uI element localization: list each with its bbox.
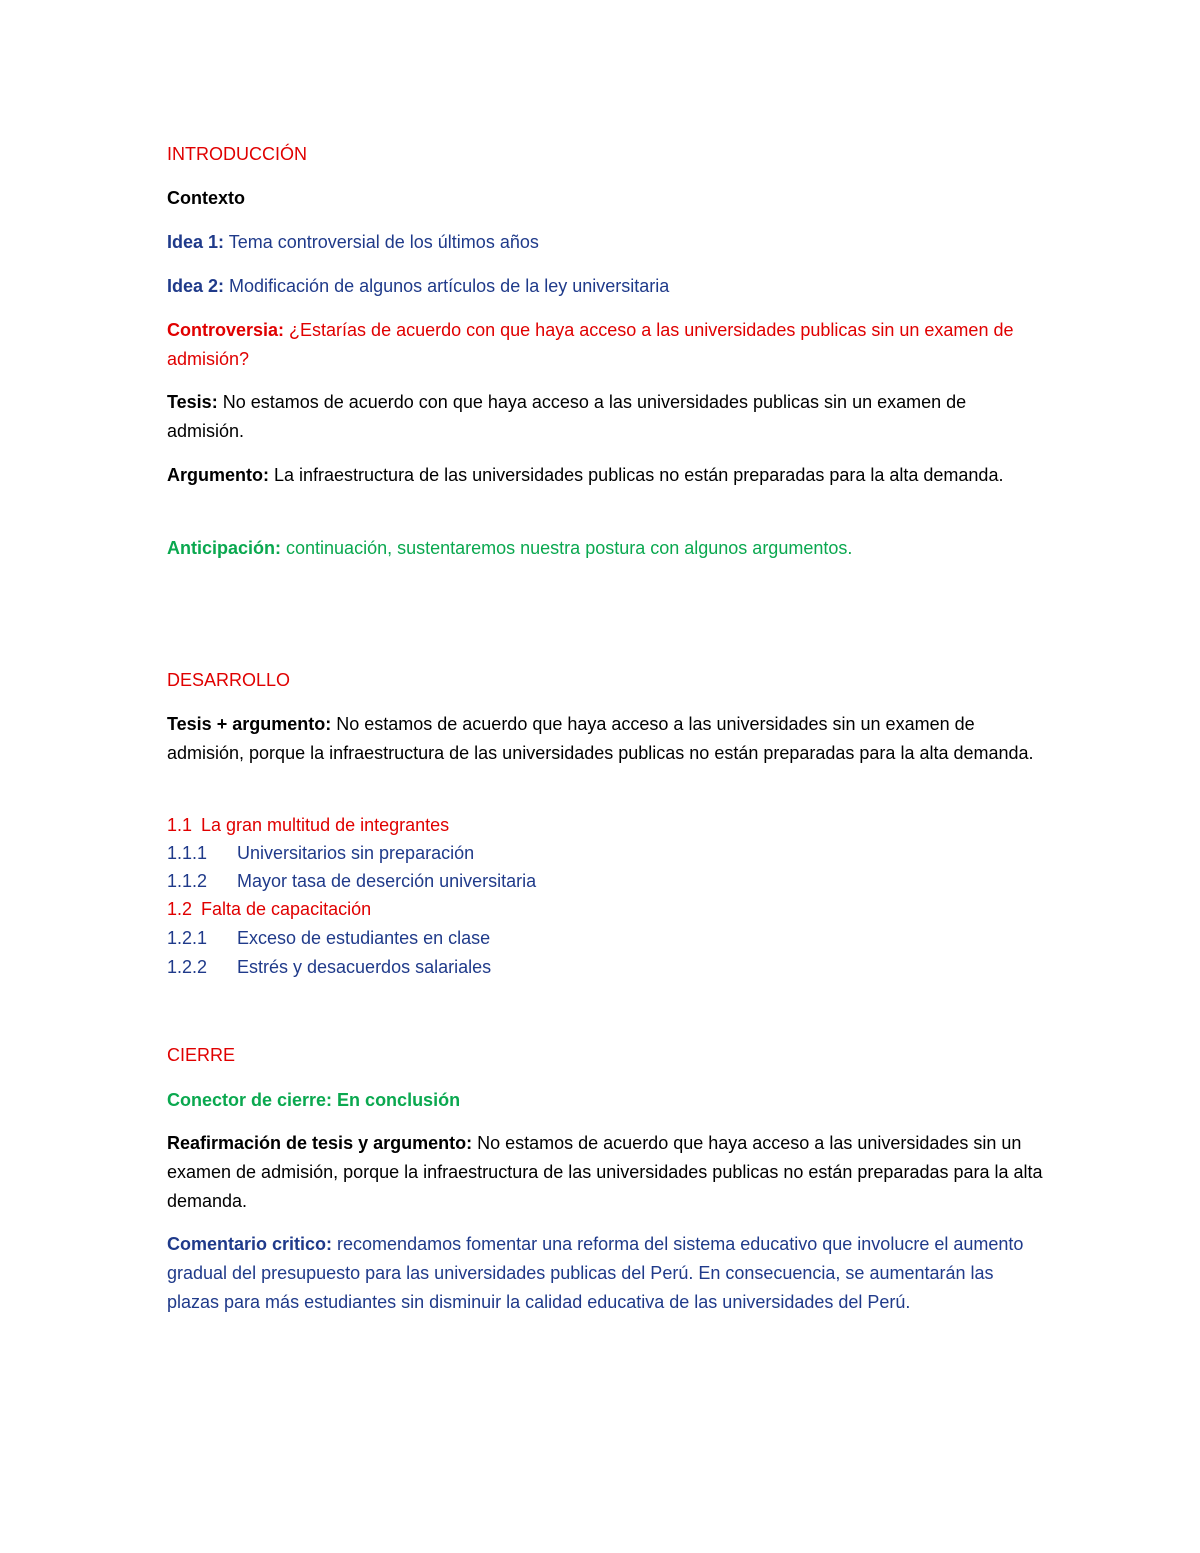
argument-text: La infraestructura de las universidades publicas no están preparadas para la alta demanda. bbox=[269, 465, 1004, 485]
outline-text: Falta de capacitación bbox=[201, 899, 372, 919]
outline-text: Universitarios sin preparación bbox=[237, 843, 475, 863]
thesis-argument-text: No estamos de acuerdo que haya acceso a las universidades sin un examen de admisión, porque la infraestructura de las universidades publicas no están preparadas para la alta demanda. bbox=[167, 714, 1034, 763]
outline-text: La gran multitud de integrantes bbox=[201, 815, 450, 835]
controversy-text: ¿Estarías de acuerdo con que haya acceso a las universidades publicas sin un examen de admisión? bbox=[167, 320, 1014, 369]
outline-text: Estrés y desacuerdos salariales bbox=[237, 957, 492, 977]
anticipation-text: continuación, sustentaremos nuestra postura con algunos argumentos. bbox=[281, 538, 853, 558]
idea-2 bbox=[167, 272, 1047, 301]
outline-text: Mayor tasa de deserción universitaria bbox=[237, 871, 537, 891]
controversy bbox=[167, 316, 1047, 374]
outline-text: Exceso de estudiantes en clase bbox=[237, 928, 491, 948]
intro-heading: INTRODUCCIÓN bbox=[167, 144, 307, 164]
closing-heading: CIERRE bbox=[167, 1045, 236, 1065]
context-label bbox=[167, 184, 1047, 213]
reaffirmation-label: Reafirmación de tesis y argumento: bbox=[167, 1133, 473, 1153]
outline-number: 1.1.1 bbox=[167, 843, 208, 863]
argument-label: Argumento: bbox=[167, 465, 269, 485]
thesis-text: No estamos de acuerdo con que haya acceso a las universidades publicas sin un examen de admisión. bbox=[167, 392, 967, 441]
anticipation bbox=[167, 534, 1047, 563]
reaffirmation bbox=[167, 1129, 1047, 1216]
outline-item bbox=[167, 924, 1047, 953]
idea-2-label: Idea 2: bbox=[167, 276, 225, 296]
thesis-argument bbox=[167, 710, 1047, 768]
anticipation-label: Anticipación: bbox=[167, 538, 282, 558]
outline-item bbox=[167, 867, 1047, 896]
critical-comment-label: Comentario critico: bbox=[167, 1234, 333, 1254]
outline-number: 1.2 bbox=[167, 899, 193, 919]
thesis-label: Tesis: bbox=[167, 392, 218, 412]
outline-number: 1.1 bbox=[167, 815, 193, 835]
idea-2-text: Modificación de algunos artículos de la ley universitaria bbox=[224, 276, 670, 296]
context-label-text: Contexto bbox=[167, 188, 245, 208]
outline-item bbox=[167, 953, 1047, 982]
controversy-label: Controversia: bbox=[167, 320, 285, 340]
idea-1 bbox=[167, 228, 1047, 257]
outline-item bbox=[167, 811, 1047, 840]
closing-connector-text: Conector de cierre: En conclusión bbox=[167, 1090, 461, 1110]
thesis-argument-label: Tesis + argumento: bbox=[167, 714, 332, 734]
idea-1-text: Tema controversial de los últimos años bbox=[224, 232, 539, 252]
argument bbox=[167, 461, 1047, 490]
outline-number: 1.1.2 bbox=[167, 871, 208, 891]
critical-comment bbox=[167, 1230, 1047, 1317]
outline-number: 1.2.1 bbox=[167, 928, 208, 948]
development-heading: DESARROLLO bbox=[167, 670, 291, 690]
outline-item bbox=[167, 895, 1047, 924]
outline-item bbox=[167, 839, 1047, 868]
closing-connector bbox=[167, 1086, 1047, 1115]
outline-number: 1.2.2 bbox=[167, 957, 208, 977]
reaffirmation-text: No estamos de acuerdo que haya acceso a las universidades sin un examen de admisión, porque la infraestructura de las universidades publicas no están preparadas para la alta demanda. bbox=[167, 1133, 1043, 1211]
thesis bbox=[167, 388, 1047, 446]
critical-comment-text: recomendamos fomentar una reforma del sistema educativo que involucre el aumento gradual del presupuesto para las universidades publicas del Perú. En consecuencia, se aumentarán las plazas para más estudiantes sin disminuir la calidad educativa de las universidades del Perú. bbox=[167, 1234, 1024, 1312]
idea-1-label: Idea 1: bbox=[167, 232, 225, 252]
